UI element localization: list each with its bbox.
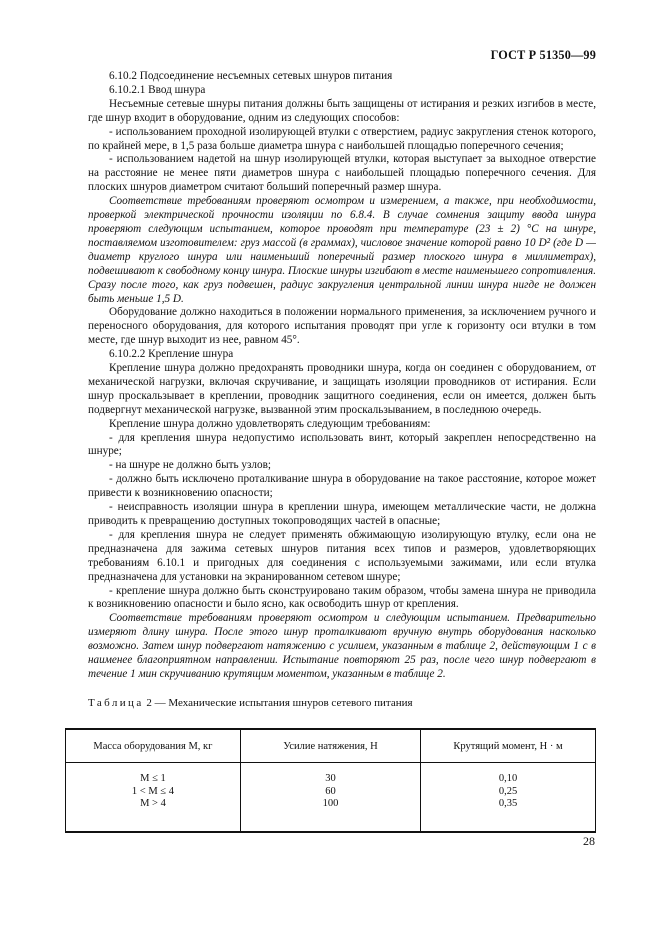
paragraph: Крепление шнура должно удовлетворять следующим требованиям: [109,417,431,430]
list-item: - для крепления шнура недопустимо использовать винт, который закреплен непосредственно на шнуре; [88,431,596,458]
tension-value: 30 [325,773,336,784]
section-heading-6-10-2: 6.10.2 Подсоединение несъемных сетевых шнуров питания [109,70,393,82]
mass-value: M > 4 [140,798,166,809]
list-item: - на шнуре не должно быть узлов; [109,459,271,472]
table-caption-label: Таблица [88,697,144,709]
header-torque: Крутящий момент, Н · м [421,729,596,763]
paragraph: Несъемные сетевые шнуры питания должны быть защищены от истирания и резких изгибов в месте, где шнур входит в оборудование, одним из следующих способов: [88,97,596,124]
compliance-paragraph: Соответствие требованиям проверяют осмотром и измерением, а также, при необходимости, проверкой электрической прочности изоляции по 6.8.4. В случае сомнения защиту ввода шнура проверяют следующим испытанием, которое проводят при температуре (23 ± 2) °С на шнуре, поставляемом изготовителем: груз массой (в граммах), числовое значение которой равно 10 D² (где D — диаметр круглого шнура или наименьший поперечный размер плоского шнура в миллиметрах), подвешивают к свободному концу шнура. Плоские шнуры изгибают в месте наименьшего сопротивления. Сразу после того, как груз подвешен, радиус закругления центральной линии шнура нигде не должен быть меньше 1,5 D. [88,195,596,305]
page-number: 28 [583,834,595,848]
subsection-heading-6-10-2-2: 6.10.2.2 Крепление шнура [109,348,234,361]
table-header-row [66,729,596,763]
subsection-heading-6-10-2-1: 6.10.2.1 Ввод шнура [109,83,206,96]
mass-value: M ≤ 1 [140,773,166,784]
list-item: - крепление шнура должно быть сконструировано таким образом, чтобы замена шнура не приводила к возникновению опасности и было ясно, как освободить шнур от крепления. [88,584,596,611]
paragraph: Крепление шнура должно предохранять проводники шнура, когда он соединен с оборудованием, от механической нагрузки, включая скручивание, и защищать изоляции проводников от истирания. Если шнур проскальзывает в креплении, проводник защитного соединения, если он имеется, должен быть подвергнут механической нагрузке, вызванной этим проскальзыванием, в последнюю очередь. [88,362,596,416]
torque-value: 0,10 [498,773,518,784]
list-item: - неисправность изоляции шнура в креплении шнура, имеющем металлические части, не должна приводить к превращению доступных токопроводящих частей в опасные; [88,501,596,527]
compliance-paragraph: Соответствие требованиям проверяют осмотром и следующим испытанием. Предварительно измеряют длину шнура. После этого шнур проталкивают вручную внутрь оборудования насколько возможно. Затем шнур подвергают натяжению с усилием, указанным в таблице 2, действующим 1 с в наименее благоприятном направлении. Испытание повторяют 25 раз, после чего шнур подвергают в течение 1 мин скручиванию крутящим моментом, указанным в таблице 2. [88,612,596,680]
list-item: - для крепления шнура не следует применять обжимающую изолирующую втулку, если она не предназначена для зажима сетевых шнуров питания всех типов и размеров, удовлетворяющих требованиям 6.10.1 и пригодных для соединения с используемыми зажимами, или если втулка предназначена для установки на экранированном сетевом шнуре; [88,528,596,583]
mechanical-tests-table [65,728,596,833]
paragraph: Оборудование должно находиться в положении нормального применения, за исключением ручного и переносного оборудования, для которого испытания проводят при угле к горизонту оси втулки в том месте, где шнур выходит из нее, равном 45°. [88,306,596,347]
table-caption-title: 2 — Механические испытания шнуров сетевого питания [146,697,413,709]
table-data-row [66,763,596,833]
mass-cell [66,763,241,833]
header-tension: Усилие натяжения, Н [240,729,420,763]
list-item: - использованием надетой на шнур изолирующей втулки, которая выступает за выходное отверстие на расстояние не менее пяти диаметров шнура с наибольшей площадью поперечного сечения. Для плоских шнуров диаметром считают больший поперечный размер шнура. [88,153,596,194]
list-item: - использованием проходной изолирующей втулки с отверстием, радиус закругления стенок которого, по крайней мере, в 1,5 раза больше диаметра шнура с наибольшей площадью поперечного сечения; [88,125,596,152]
tension-value: 60 [325,785,336,797]
torque-cell [421,763,596,833]
list-item: - должно быть исключено проталкивание шнура в оборудование на такое расстояние, которое может привести к возникновению опасности; [88,473,596,500]
tension-value: 100 [322,798,339,809]
standard-header: ГОСТ Р 51350—99 [490,48,596,62]
header-mass: Масса оборудования M, кг [66,729,241,763]
document-body [88,70,596,682]
torque-value: 0,35 [498,798,518,809]
table-caption [88,697,413,709]
tension-cell [240,763,420,833]
mass-value: 1 < M ≤ 4 [131,785,174,797]
torque-value: 0,25 [498,785,518,797]
